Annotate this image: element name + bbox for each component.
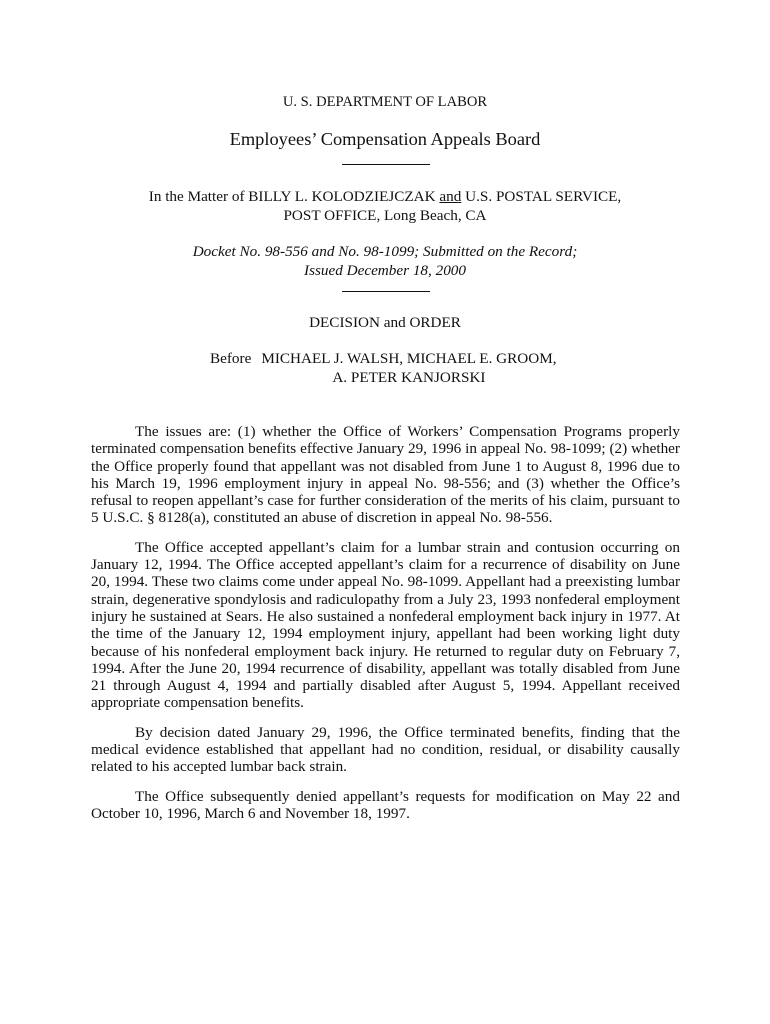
docket-info: [0, 242, 770, 280]
divider-rule: [342, 164, 430, 165]
matter-prefix: In the Matter of BILLY L. KOLODZIEJCZAK: [148, 188, 436, 205]
matter-conjunction: and: [439, 188, 462, 205]
matter-employer: U.S. POSTAL SERVICE,: [465, 188, 622, 205]
docket-line-2: Issued December 18, 2000: [304, 262, 466, 279]
decision-title: DECISION and ORDER: [309, 314, 461, 331]
case-caption-line-2: POST OFFICE, Long Beach, CA: [283, 207, 487, 224]
body-paragraph: The Office accepted appellant’s claim for a lumbar strain and contusion occurring on January 12, 1994. The Office accepted appellant’s claim for a recurrence of disability on June 20, 1994. These two claims come under appeal No. 98-1099. Appellant had a preexisting lumbar strain, degenerative spondylosis and radiculopathy from a July 23, 1993 nonfederal employment injury he sustained at Sears. He also sustained a nonfederal employment back injury in 1977. At the time of the January 12, 1994 employment injury, appellant had been working light duty because of his nonfederal employment back injury. He returned to regular duty on February 7, 1994. After the June 20, 1994 recurrence of disability, appellant was totally disabled from June 21 through August 4, 1994 and partially disabled after August 5, 1994. Appellant received appropriate compensation benefits.: [91, 538, 680, 712]
board-name: Employees’ Compensation Appeals Board: [229, 129, 541, 149]
case-caption-line-1: [0, 187, 770, 206]
panel-label: Before: [210, 350, 252, 367]
panel-members: [210, 349, 557, 387]
body-paragraph: By decision dated January 29, 1996, the Office terminated benefits, finding that the medical evidence established that appellant had no condition, residual, or disability causally related to his accepted lumbar back strain.: [91, 723, 680, 776]
panel-names: [261, 349, 556, 387]
body-paragraph: The issues are: (1) whether the Office of Workers’ Compensation Programs properly terminated compensation benefits effective January 29, 1996 in appeal No. 98-1099; (2) whether the Office properly found that appellant was not disabled from June 1 to August 8, 1996 due to his March 19, 1996 employment injury in appeal No. 98-556; and (3) whether the Office’s refusal to reopen appellant’s case for further consideration of the merits of his claim, pursuant to 5 U.S.C. § 8128(a), constituted an abuse of discretion in appeal No. 98-556.: [91, 423, 680, 527]
panel-names-line-2: A. PETER KANJORSKI: [332, 369, 486, 386]
panel-names-line-1: MICHAEL J. WALSH, MICHAEL E. GROOM,: [261, 350, 557, 367]
divider-rule: [342, 291, 430, 292]
agency-name: U. S. DEPARTMENT OF LABOR: [282, 94, 488, 110]
body-paragraph: The Office subsequently denied appellant’s requests for modification on May 22 and October 10, 1996, March 6 and November 18, 1997.: [91, 787, 680, 822]
case-caption: [0, 187, 770, 225]
docket-line-1: Docket No. 98-556 and No. 98-1099; Submitted on the Record;: [192, 243, 578, 260]
decision-body: [91, 423, 680, 834]
